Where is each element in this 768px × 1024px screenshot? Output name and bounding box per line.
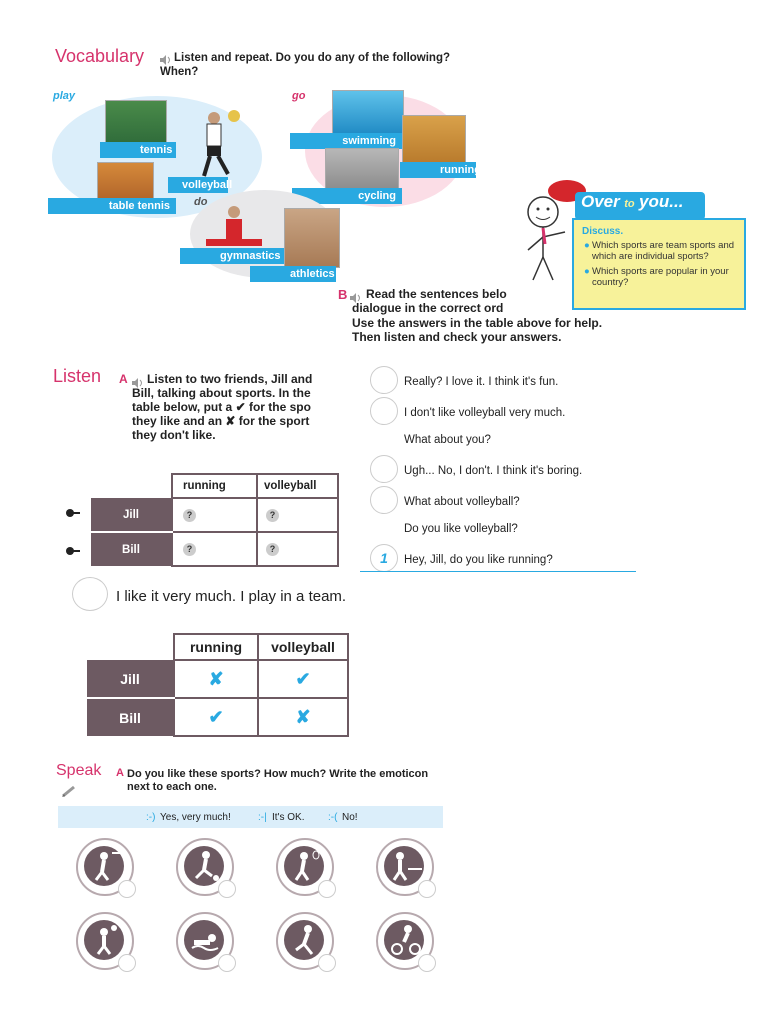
question-mark-icon: ? [266,509,279,522]
go-label: go [292,90,306,102]
gymnast-figure [206,205,262,253]
over-text: Over [581,192,620,211]
tennis-label: tennis [100,142,176,158]
table-tennis-photo [97,162,154,202]
answer-bubble[interactable] [218,880,236,898]
table-header-volleyball: volleyball [257,474,338,498]
swimmer-icon [176,912,234,970]
play-label: play [53,90,76,102]
question-mark-icon: ? [183,509,196,522]
audio-icon[interactable] [160,52,172,62]
row-name-jill: Jill [87,660,174,698]
answer-bubble[interactable] [418,954,436,972]
dialogue-line: What about you? [404,434,491,446]
table-header-running: running [172,474,257,498]
big-results-table [87,633,349,737]
audio-icon[interactable] [350,290,362,300]
dialogue-number-circle[interactable] [370,486,398,514]
vocabulary-instruction-2: When? [160,66,199,78]
partB-line2: dialogue in the correct ord [352,301,504,315]
table-header-volleyball: volleyball [258,634,348,660]
listen-letter: A [119,372,128,386]
gymnastics-label: gymnastics [180,248,286,264]
row-name-bill: Bill [87,698,174,736]
cyclist-icon [376,912,434,970]
cross-mark: ✘ [258,698,348,736]
vocabulary-title: Vocabulary [55,46,145,66]
running-label: running [400,162,476,178]
cycling-photo [325,148,399,192]
listen-title: Listen [53,366,102,386]
answer-bubble[interactable] [318,954,336,972]
question-mark-icon: ? [183,543,196,556]
check-mark: ✔ [258,660,348,698]
speak-line2: next to each one. [127,781,217,793]
swimming-label: swimming [290,133,402,149]
volleyball-player-figure [198,108,244,178]
dialogue-number-circle[interactable] [72,577,108,611]
listen-line2: Bill, talking about sports. In the [132,386,311,400]
dialogue-line: Ugh... No, I don't. I think it's boring. [404,465,583,477]
check-mark: ✔ [174,698,258,736]
table-tennis-player-icon [376,838,434,896]
discuss-bullet-1: ● Which sports are team sports and which are individual sports? [584,240,735,262]
divider [360,571,636,572]
to-text: to [624,198,635,210]
runner-icon [276,912,334,970]
dialogue-number-circle[interactable] [370,366,398,394]
discuss-label: Discuss. [582,226,624,237]
dialogue-line: I don't like volleyball very much. [404,407,566,419]
answer-bubble[interactable] [318,880,336,898]
discuss-bullet-2: ● Which sports are popular in your country? [584,266,729,288]
legend-label: No! [342,812,358,823]
legend-label: It's OK. [272,812,305,823]
athletics-label: athletics [250,266,336,282]
partB-letter: B [338,287,348,302]
question-mark-icon: ? [266,543,279,556]
vocabulary-instruction: Listen and repeat. Do you do any of the following? [174,52,451,64]
volleyball-player-icon [76,912,134,970]
dialogue-number-circle[interactable] [370,455,398,483]
listen-line1: Listen to two friends, Jill and [147,372,313,386]
small-results-table [91,473,339,567]
over-to-you-banner [575,192,705,220]
dialogue-line: Hey, Jill, do you like running? [404,554,553,566]
emoticon-legend-bar [58,806,443,828]
cross-mark: ✘ [174,660,258,698]
emoticon-neutral: :-| [258,812,267,823]
running-photo [402,115,466,165]
over-to-you-box [572,218,746,310]
listen-line4: they like and an ✘ for the sport [132,414,310,428]
partB-line1: Read the sentences belo [366,287,507,301]
dialogue-line: Really? I love it. I think it's fun. [404,376,559,388]
dialogue-number-circle[interactable] [370,397,398,425]
do-label: do [194,196,208,208]
key-icon [66,543,80,553]
speak-line1: Do you like these sports? How much? Write the emoticon [127,768,429,780]
answer-bubble[interactable] [118,880,136,898]
dialogue-line: Do you like volleyball? [404,523,518,535]
listen-line3: table below, put a ✔ for the spo [132,400,311,414]
row-name-bill: Bill [91,532,172,566]
row-name-jill: Jill [91,498,172,532]
dialogue-line: What about volleyball? [404,496,520,508]
basketball-player-icon [76,838,134,896]
dialogue-number-circle[interactable]: 1 [370,544,398,572]
table-tennis-label: table tennis [48,198,176,214]
speak-letter: A [116,767,124,779]
speak-title: Speak [56,762,102,779]
answer-bubble[interactable] [218,954,236,972]
audio-icon[interactable] [132,375,144,385]
tennis-photo [105,100,167,146]
dialogue-line-extra: I like it very much. I play in a team. [116,588,347,605]
table-header-running: running [174,634,258,660]
volleyball-label: volleyball [168,177,228,193]
athletics-photo [284,208,340,268]
legend-label: Yes, very much! [160,812,231,823]
answer-bubble[interactable] [118,954,136,972]
swimming-photo [332,90,404,138]
you-text: you... [639,192,684,211]
partB-line3: Use the answers in the table above for help. [352,316,603,330]
answer-bubble[interactable] [418,880,436,898]
key-icon [66,505,80,515]
partB-line4: Then listen and check your answers. [352,330,562,344]
tennis-player-icon [276,838,334,896]
pencil-icon [62,784,76,796]
football-player-icon [176,838,234,896]
cycling-label: cycling [292,188,402,204]
emoticon-sad: :-( [328,812,338,823]
listen-line5: they don't like. [132,428,216,442]
emoticon-happy: :-) [146,812,156,823]
